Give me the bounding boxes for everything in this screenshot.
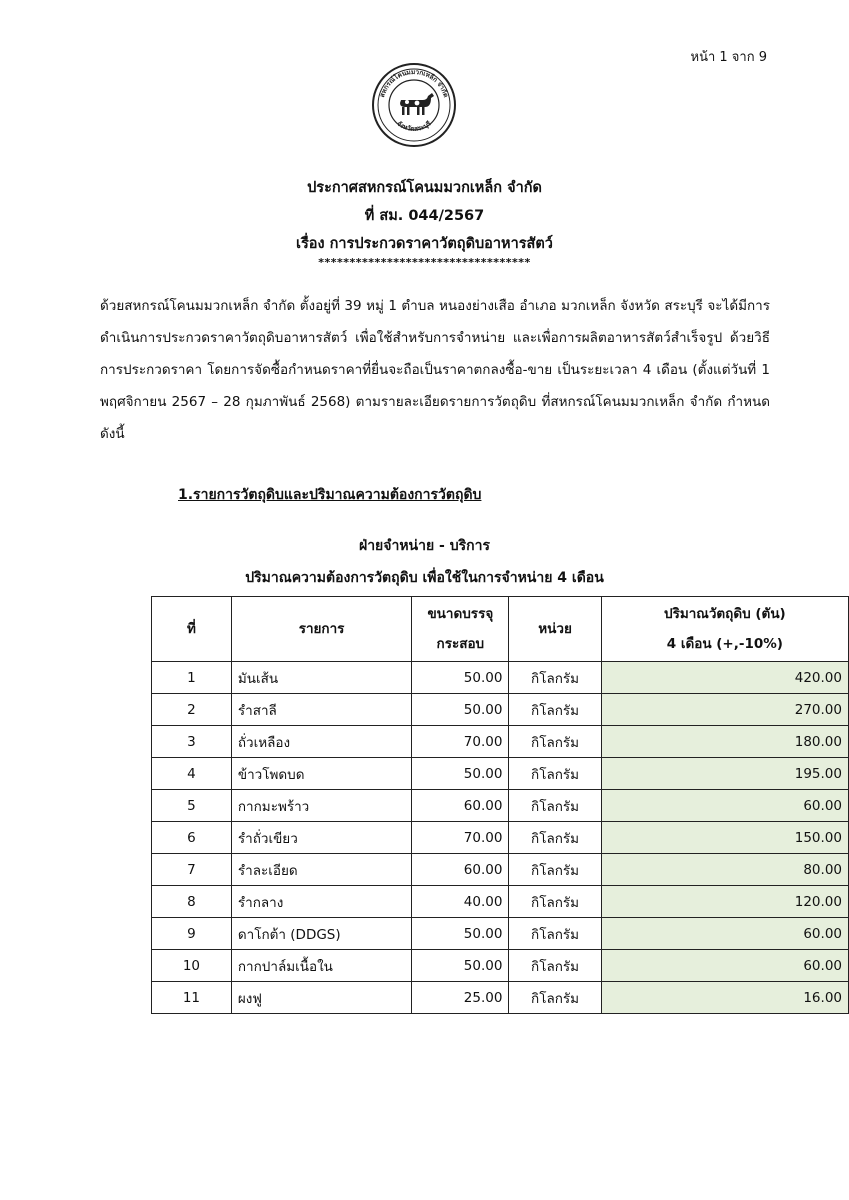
header-size xyxy=(412,597,509,662)
table-row xyxy=(152,918,849,950)
row-size: 60.00 xyxy=(412,854,509,886)
table-row xyxy=(152,950,849,982)
row-no: 8 xyxy=(152,886,232,918)
cooperative-seal-logo xyxy=(371,62,457,148)
table-row xyxy=(152,886,849,918)
row-no: 10 xyxy=(152,950,232,982)
row-no: 1 xyxy=(152,662,232,694)
header-size-line2: กระสอบ xyxy=(436,636,485,652)
row-item: รำละเอียด xyxy=(231,854,411,886)
row-no: 7 xyxy=(152,854,232,886)
table-row xyxy=(152,854,849,886)
row-item: ข้าวโพดบด xyxy=(231,758,411,790)
row-size: 50.00 xyxy=(412,694,509,726)
row-qty: 60.00 xyxy=(601,918,848,950)
row-no: 11 xyxy=(152,982,232,1014)
row-size: 60.00 xyxy=(412,790,509,822)
department-title: ฝ่ายจำหน่าย - บริการ xyxy=(358,538,491,554)
row-unit: กิโลกรัม xyxy=(509,694,601,726)
seal-top-text: สหกรณ์โคนมมวกเหล็ก จำกัด xyxy=(378,67,450,99)
row-size: 25.00 xyxy=(412,982,509,1014)
row-no: 6 xyxy=(152,822,232,854)
separator-stars: ********************************** xyxy=(318,256,531,269)
row-unit: กิโลกรัม xyxy=(509,822,601,854)
row-item: กากปาล์มเนื้อใน xyxy=(231,950,411,982)
row-qty: 16.00 xyxy=(601,982,848,1014)
header-qty-line2: 4 เดือน (+,-10%) xyxy=(666,636,783,652)
table-row xyxy=(152,726,849,758)
header-no: ที่ xyxy=(152,597,232,662)
row-size: 50.00 xyxy=(412,758,509,790)
table-row xyxy=(152,822,849,854)
row-unit: กิโลกรัม xyxy=(509,790,601,822)
header-unit: หน่วย xyxy=(509,597,601,662)
row-qty: 420.00 xyxy=(601,662,848,694)
svg-text:จังหวัดสระบุรี xyxy=(395,119,433,133)
row-size: 50.00 xyxy=(412,918,509,950)
row-unit: กิโลกรัม xyxy=(509,758,601,790)
row-size: 50.00 xyxy=(412,662,509,694)
section-heading: 1.รายการวัตถุดิบและปริมาณความต้องการวัตถุดิบ xyxy=(178,487,482,503)
row-item: รำกลาง xyxy=(231,886,411,918)
row-qty: 60.00 xyxy=(601,950,848,982)
row-size: 70.00 xyxy=(412,822,509,854)
intro-paragraph: ด้วยสหกรณ์โคนมมวกเหล็ก จำกัด ตั้งอยู่ที่ 39 หมู่ 1 ตำบล หนองย่างเสือ อำเภอ มวกเหล็ก จังหวัด สระบุรี จะได้มีการดำเนินการประกวดราคาวัตถุดิบอาหารสัตว์ เพื่อใช้สำหรับการจำหน่าย และเพื่อการผลิตอาหารสัตว์สำเร็จรูป ด้วยวิธีการประกวดราคา โดยการจัดซื้อกำหนดราคาที่ยื่นจะถือเป็นราคาตกลงซื้อ-ขาย เป็นระยะเวลา 4 เดือน (ตั้งแต่วันที่ 1 พฤศจิกายน 2567 – 28 กุมภาพันธ์ 2568) ตามรายละเอียดรายการวัตถุดิบ ที่สหกรณ์โคนมมวกเหล็ก จำกัด กำหนดดังนี้ xyxy=(100,298,770,442)
row-no: 4 xyxy=(152,758,232,790)
row-size: 40.00 xyxy=(412,886,509,918)
row-size: 50.00 xyxy=(412,950,509,982)
row-unit: กิโลกรัม xyxy=(509,886,601,918)
table-row xyxy=(152,662,849,694)
row-qty: 270.00 xyxy=(601,694,848,726)
row-item: รำสาลี xyxy=(231,694,411,726)
announcement-title: ประกาศสหกรณ์โคนมมวกเหล็ก จำกัด xyxy=(307,180,542,196)
row-no: 2 xyxy=(152,694,232,726)
row-qty: 195.00 xyxy=(601,758,848,790)
page-number: หน้า 1 จาก 9 xyxy=(690,50,767,65)
materials-table xyxy=(151,596,849,1014)
table-row xyxy=(152,758,849,790)
header-size-line1: ขนาดบรรจุ xyxy=(427,606,494,622)
table-header-row xyxy=(152,597,849,662)
row-unit: กิโลกรัม xyxy=(509,918,601,950)
table-title: ปริมาณความต้องการวัตถุดิบ เพื่อใช้ในการจำหน่าย 4 เดือน xyxy=(245,570,604,586)
row-qty: 150.00 xyxy=(601,822,848,854)
table-row xyxy=(152,790,849,822)
row-item: กากมะพร้าว xyxy=(231,790,411,822)
row-item: ดาโกต้า (DDGS) xyxy=(231,918,411,950)
table-row xyxy=(152,982,849,1014)
row-item: รำถั่วเขียว xyxy=(231,822,411,854)
row-qty: 120.00 xyxy=(601,886,848,918)
header-qty xyxy=(601,597,848,662)
header-item: รายการ xyxy=(231,597,411,662)
header-qty-line1: ปริมาณวัตถุดิบ (ตัน) xyxy=(664,606,786,622)
row-qty: 180.00 xyxy=(601,726,848,758)
row-unit: กิโลกรัม xyxy=(509,982,601,1014)
row-unit: กิโลกรัม xyxy=(509,726,601,758)
row-unit: กิโลกรัม xyxy=(509,950,601,982)
row-item: ถั่วเหลือง xyxy=(231,726,411,758)
seal-bottom-text: จังหวัดสระบุรี xyxy=(395,119,433,133)
row-qty: 60.00 xyxy=(601,790,848,822)
row-unit: กิโลกรัม xyxy=(509,854,601,886)
row-qty: 80.00 xyxy=(601,854,848,886)
row-no: 9 xyxy=(152,918,232,950)
row-item: ผงฟู xyxy=(231,982,411,1014)
row-no: 5 xyxy=(152,790,232,822)
row-no: 3 xyxy=(152,726,232,758)
row-unit: กิโลกรัม xyxy=(509,662,601,694)
document-subject: เรื่อง การประกวดราคาวัตถุดิบอาหารสัตว์ xyxy=(296,236,553,252)
row-size: 70.00 xyxy=(412,726,509,758)
document-number: ที่ สม. 044/2567 xyxy=(364,208,485,224)
row-item: มันเส้น xyxy=(231,662,411,694)
table-row xyxy=(152,694,849,726)
